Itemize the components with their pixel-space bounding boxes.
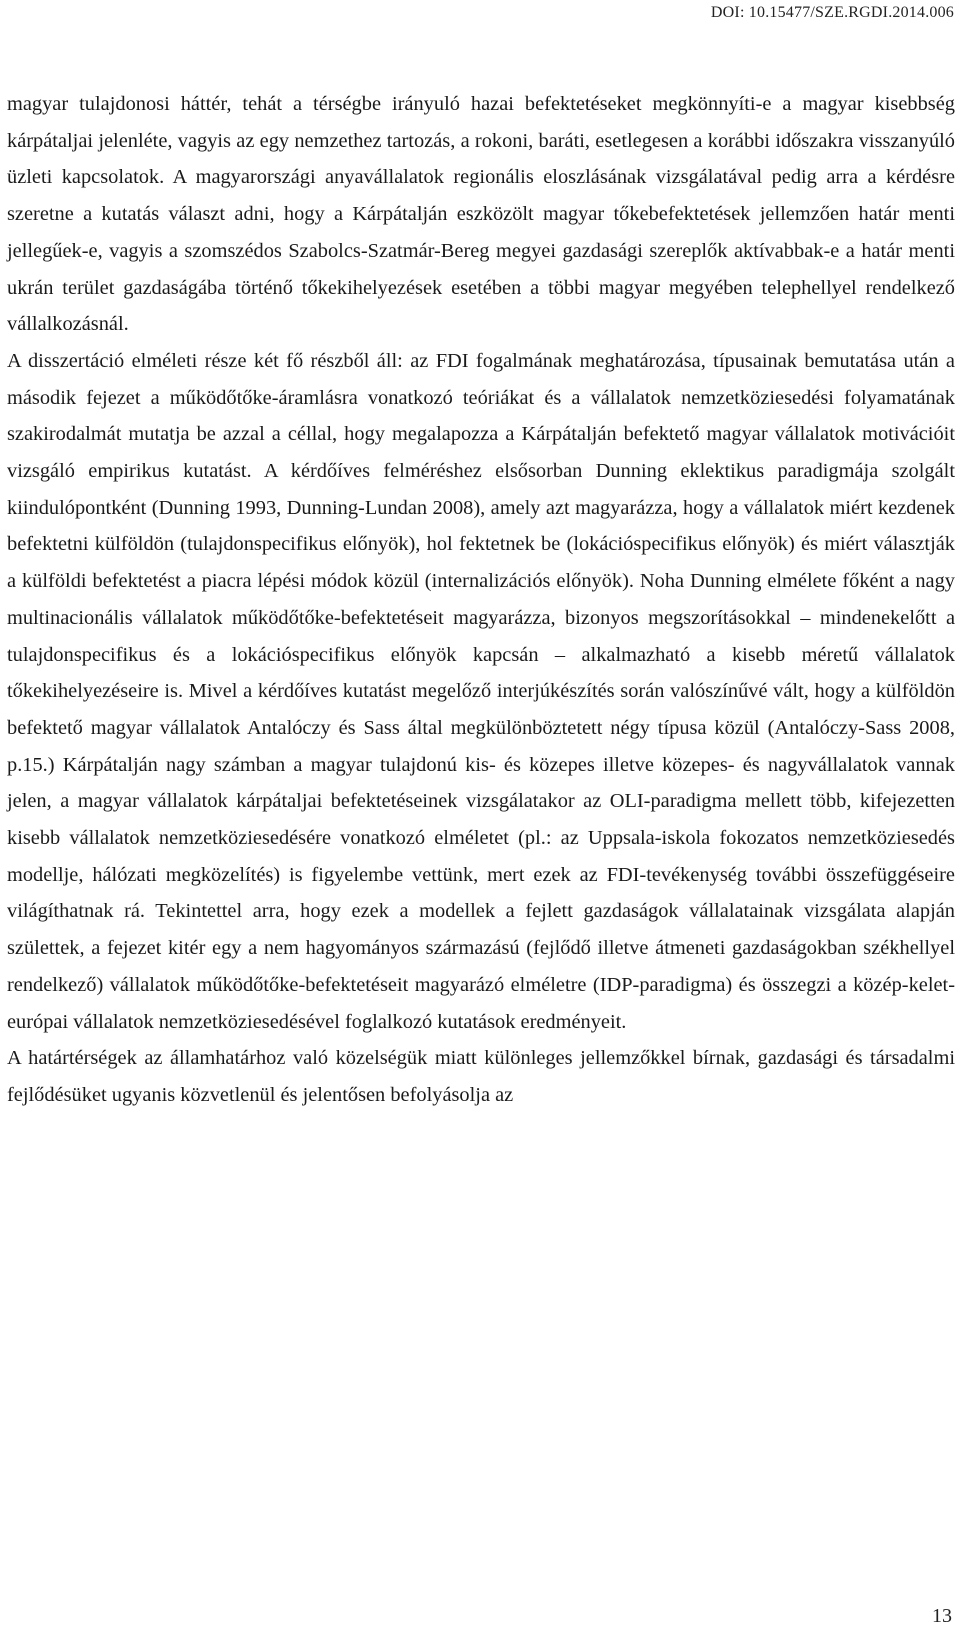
body-text [7, 86, 955, 1114]
paragraph-2: A disszertáció elméleti része két fő részből áll: az FDI fogalmának meghatározása, típusainak bemutatása után a második fejezet a működőtőke-áramlásra vonatkozó teóriákat és a vállalatok nemzetköziesedési folyamatának szakirodalmát mutatja be azzal a céllal, hogy megalapozza a Kárpátalján befektető magyar vállalatok motivációit vizsgáló empirikus kutatást. A kérdőíves felméréshez elsősorban Dunning eklektikus paradigmája szolgált kiindulópontként (Dunning 1993, Dunning-Lundan 2008), amely azt magyarázza, hogy a vállalatok miért kezdenek befektetni külföldön (tulajdonspecifikus előnyök), hol fektetnek be (lokációspecifikus előnyök) és miért választják a külföldi befektetést a piacra lépési módok közül (internalizációs előnyök). Noha Dunning elmélete főként a nagy multinacionális vállalatok működőtőke-befektetéseit magyarázza, bizonyos megszorításokkal – mindenekelőtt a tulajdonspecifikus és a lokációspecifikus előnyök kapcsán – alkalmazható a kisebb méretű vállalatok tőkekihelyezéseire is. Mivel a kérdőíves kutatást megelőző interjúkészítés során valószínűvé vált, hogy a külföldön befektető magyar vállalatok Antalóczy és Sass által megkülönböztetett négy típusa közül (Antalóczy-Sass 2008, p.15.) Kárpátalján nagy számban a magyar tulajdonú kis- és közepes illetve közepes- és nagyvállalatok vannak jelen, a magyar vállalatok kárpátaljai befektetéseinek vizsgálatakor az OLI-paradigma mellett több, kifejezetten kisebb vállalatok nemzetköziesedésére vonatkozó elméletet (pl.: az Uppsala-iskola fokozatos nemzetköziesedés modellje, hálózati megközelítés) is figyelembe vettünk, mert ezek az FDI-tevékenység további összefüggéseire világíthatnak rá. Tekintettel arra, hogy ezek a modellek a fejlett gazdaságok vállalatainak vizsgálata alapján születtek, a fejezet kitér egy a nem hagyományos származású (fejlődő illetve átmeneti gazdaságokban székhellyel rendelkező) vállalatok működőtőke-befektetéseit magyarázó elméletre (IDP-paradigma) és összegzi a közép-kelet-európai vállalatok nemzetköziesedésével foglalkozó kutatások eredményeit. [7, 349, 955, 1033]
doi-header: DOI: 10.15477/SZE.RGDI.2014.006 [710, 4, 954, 21]
paragraph-1: magyar tulajdonosi háttér, tehát a térségbe irányuló hazai befektetéseket megkönnyíti-e a magyar kisebbség kárpátaljai jelenléte, vagyis az egy nemzethez tartozás, a rokoni, baráti, esetlegesen a korábbi időszakra visszanyúló üzleti kapcsolatok. A magyarországi anyavállalatok regionális eloszlásának vizsgálatával pedig arra a kérdésre szeretne a kutatás választ adni, hogy a Kárpátalján eszközölt magyar tőkebefektetések jellemzően határ menti jellegűek-e, vagyis a szomszédos Szabolcs-Szatmár-Bereg megyei gazdasági szereplők aktívabbak-e a határ menti ukrán terület gazdaságába történő tőkekihelyezések esetében a többi magyar megyében telephellyel rendelkező vállalkozásnál. [7, 93, 955, 336]
paragraph-3: A határtérségek az államhatárhoz való közelségük miatt különleges jellemzőkkel bírnak, gazdasági és társadalmi fejlődésüket ugyanis közvetlenül és jelentősen befolyásolja az [7, 1047, 955, 1106]
page-number: 13 [932, 1605, 952, 1627]
